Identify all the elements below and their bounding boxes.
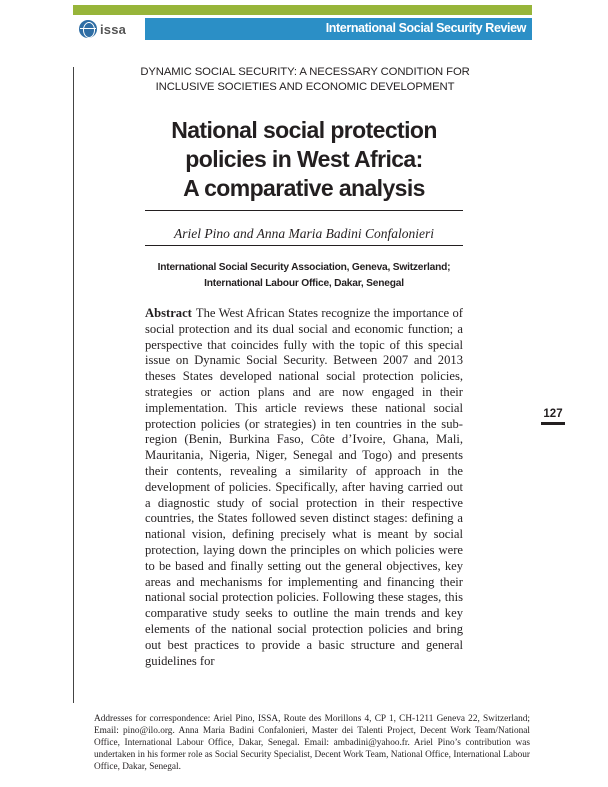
authors-rule [145, 245, 463, 246]
logo-text: issa [100, 21, 127, 37]
globe-icon [79, 20, 97, 38]
title-line: A comparative analysis [183, 175, 425, 201]
journal-title-bar [145, 18, 532, 40]
title-line: policies in West Africa: [185, 146, 423, 172]
journal-title: International Social Security Review [325, 21, 526, 35]
correspondence-footnote: Addresses for correspondence: Ariel Pino, ISSA, Route des Morillons 4, CP 1, CH-1211 Geneva 22, Switzerland; Email: pino@ilo.org. Anna Maria Badini Confalonieri, Master dei Talenti Project, Decent Work Team/National Office, International Labour Office, Dakar, Senegal. Email: ambadini@yahoo.fr. Ariel Pino’s contribution was undertaken in his former role as Social Security Specialist, Decent Work Team, National Office, International Labour Office, Dakar, Senegal. [94, 714, 530, 772]
series-line: DYNAMIC SOCIAL SECURITY: A NECESSARY CONDITION FOR [140, 66, 470, 78]
page-number-rule [541, 422, 565, 425]
issue-series-heading [140, 65, 470, 95]
author-affiliations [145, 260, 463, 292]
affiliation-line: International Labour Office, Dakar, Senegal [204, 278, 404, 289]
page-number: 127 [543, 408, 563, 420]
title-rule [145, 210, 463, 211]
journal-header [73, 15, 532, 40]
series-line: INCLUSIVE SOCIETIES AND ECONOMIC DEVELOPMENT [155, 81, 455, 93]
header-accent-bar [73, 5, 532, 15]
article-title [145, 116, 463, 203]
abstract-label: Abstract [145, 306, 192, 320]
affiliation-line: International Social Security Association, Geneva, Switzerland; [157, 262, 451, 273]
margin-rule [73, 67, 74, 703]
title-line: National social protection [171, 117, 437, 143]
article-authors: Ariel Pino and Anna Maria Badini Confalonieri [174, 226, 434, 241]
issa-logo [79, 19, 139, 39]
abstract-text: The West African States recognize the importance of social protection and its dual social and economic function; a perspective that coincides fully with the topic of this special issue on Dynamic Social Security. Between 2007 and 2013 theses States developed national social protection policies, strategies or action plans and are now engaged in their implementation. This article reviews these national social protection policies (or strategies) in ten countries in the sub-region (Benin, Burkina Faso, Côte d’Ivoire, Ghana, Mali, Mauritania, Nigeria, Niger, Senegal and Togo) and presents their contents, revealing a similarity of approach in the development of policies. Specifically, after having carried out a diagnostic study of social protection in their respective countries, the States followed seven distinct stages: defining a national vision, defining precisely what is meant by social protection, laying down the principles on which policies were to be based and finally setting out the general objectives, key areas and mechanisms for implementing and financing their national social protection policies. Following these stages, this comparative study seeks to outline the main trends and key elements of the national social protection policies and bring out best practices to provide a basic structure and general guidelines for [145, 306, 463, 668]
abstract [145, 306, 463, 669]
